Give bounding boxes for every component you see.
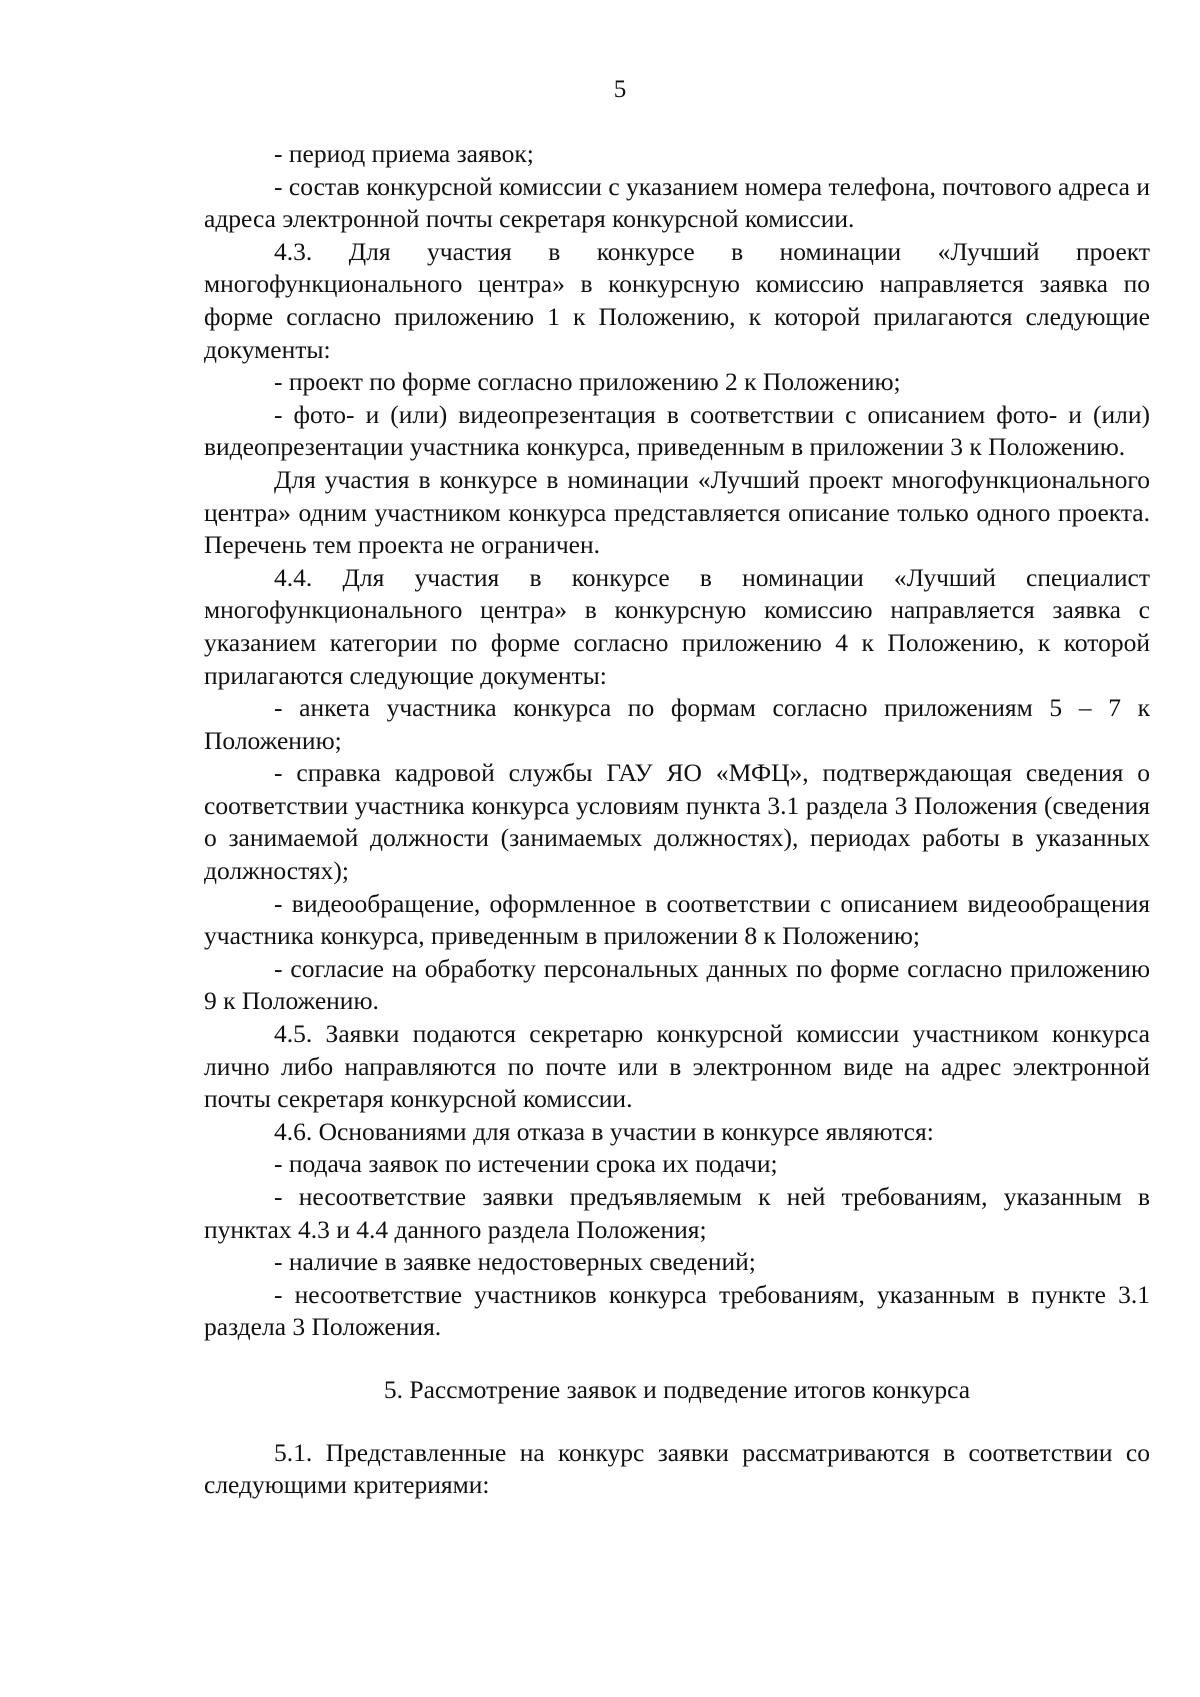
paragraph: - наличие в заявке недостоверных сведений; bbox=[274, 1247, 756, 1277]
section-heading: 5. Рассмотрение заявок и подведение итогов конкурса bbox=[383, 1374, 971, 1404]
paragraph: 4.5. Заявки подаются секретарю конкурсной комиссии участником конкурса лично либо направляются по почте или в электронном виде на адрес электронной почты секретаря конкурсной комиссии. bbox=[204, 1019, 1150, 1114]
paragraph: - период приема заявок; bbox=[274, 139, 534, 168]
paragraph: - видеообращение, оформленное в соответствии с описанием видеообращения участника конкурса, приведенным в приложении 8 к Положению; bbox=[204, 888, 1150, 951]
paragraph: - несоответствие участников конкурса требованиям, указанным в пункте 3.1 раздела 3 Положения. bbox=[204, 1279, 1150, 1342]
paragraph: - справка кадровой службы ГАУ ЯО «МФЦ», подтверждающая сведения о соответствии участника конкурса условиям пункта 3.1 раздела 3 Положения (сведения о занимаемой должности (занимаемых должностях), периодах работы в указанных должностях); bbox=[204, 758, 1150, 886]
paragraph: 4.4. Для участия в конкурсе в номинации «Лучший специалист многофункционального центра» в конкурсную комиссию направляется заявка с указанием категории по форме согласно приложению 4 к Положению, к которой прилагаются следующие документы: bbox=[204, 562, 1150, 690]
paragraph: - проект по форме согласно приложению 2 к Положению; bbox=[274, 367, 901, 397]
paragraph: 4.6. Основаниями для отказа в участии в конкурсе являются: bbox=[274, 1116, 934, 1146]
paragraph: - согласие на обработку персональных данных по форме согласно приложению 9 к Положению. bbox=[204, 953, 1150, 1016]
paragraph: - несоответствие заявки предъявляемым к ней требованиям, указанным в пунктах 4.3 и 4.4 данного раздела Положения; bbox=[204, 1182, 1150, 1244]
paragraph: 4.3. Для участия в конкурсе в номинации «Лучший проект многофункционального центра» в конкурсную комиссию направляется заявка по форме согласно приложению 1 к Положению, к которой прилагаются следующие документы: bbox=[204, 236, 1150, 364]
paragraph: - фото- и (или) видеопрезентация в соответствии с описанием фото- и (или) видеопрезентации участника конкурса, приведенным в приложении 3 к Положению. bbox=[204, 399, 1150, 462]
paragraph: - анкета участника конкурса по формам согласно приложениям 5 – 7 к Положению; bbox=[204, 693, 1150, 755]
paragraph: - состав конкурсной комиссии с указанием номера телефона, почтового адреса и адреса электронной почты секретаря конкурсной комиссии. bbox=[204, 171, 1150, 234]
paragraph: - подача заявок по истечении срока их подачи; bbox=[274, 1149, 778, 1179]
paragraph: 5.1. Представленные на конкурс заявки рассматриваются в соответствии со следующими критериями: bbox=[204, 1437, 1150, 1500]
paragraph: Для участия в конкурсе в номинации «Лучший проект многофункционального центра» одним участником конкурса представляется описание только одного проекта. Перечень тем проекта не ограничен. bbox=[204, 464, 1150, 560]
document-body bbox=[204, 138, 1150, 1502]
page-number: 5 bbox=[613, 76, 627, 103]
